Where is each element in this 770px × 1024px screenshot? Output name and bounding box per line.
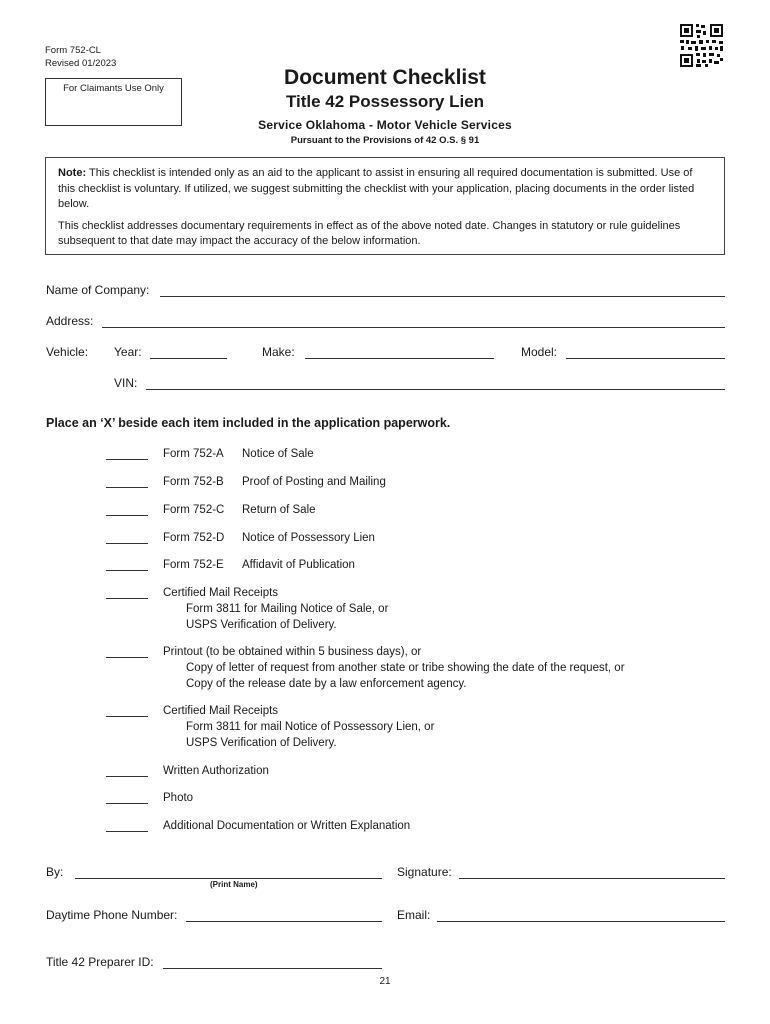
email-field[interactable] xyxy=(437,921,725,922)
signature-label: Signature: xyxy=(397,865,452,879)
item-line: Certified Mail Receipts xyxy=(163,705,279,717)
item-form-number: Form 752-D xyxy=(163,532,225,544)
checklist-item-certified-mail-lien xyxy=(163,703,434,751)
item-title: Notice of Possessory Lien xyxy=(242,532,375,544)
form-number: Form 752-CL xyxy=(45,45,101,56)
checkbox-line-certified-mail-sale[interactable] xyxy=(106,598,148,599)
page-number: 21 xyxy=(379,976,391,987)
checklist-item-752d xyxy=(163,530,375,546)
checklist-item-752e xyxy=(163,557,355,573)
item-form-number: Form 752-C xyxy=(163,504,225,516)
checklist-item-certified-mail-sale xyxy=(163,585,388,633)
checklist-item-written-authorization xyxy=(163,763,269,779)
address-label: Address: xyxy=(46,314,94,328)
checklist-item-752b xyxy=(163,474,386,490)
item-line: Written Authorization xyxy=(163,765,269,777)
year-label: Year: xyxy=(114,345,142,359)
company-field[interactable] xyxy=(160,296,725,297)
checkbox-line-printout[interactable] xyxy=(106,657,148,658)
item-subline: Copy of the release date by a law enforcement agency. xyxy=(186,678,467,690)
address-field[interactable] xyxy=(102,327,725,328)
item-line: Additional Documentation or Written Explanation xyxy=(163,820,411,832)
checklist-item-printout xyxy=(163,644,625,692)
claimants-box-label: For Claimants Use Only xyxy=(63,83,164,94)
model-label: Model: xyxy=(521,345,558,359)
revised-date: Revised 01/2023 xyxy=(45,58,117,69)
note-paragraph-1 xyxy=(58,166,712,213)
make-label: Make: xyxy=(262,345,295,359)
page-title: Document Checklist xyxy=(284,66,486,89)
checklist-instruction: Place an ‘X’ beside each item included in the application paperwork. xyxy=(46,416,451,430)
item-line: Certified Mail Receipts xyxy=(163,587,279,599)
statutory-authority: Pursuant to the Provisions of 42 O.S. § 91 xyxy=(290,135,480,146)
item-form-number: Form 752-A xyxy=(163,448,224,460)
make-field[interactable] xyxy=(305,358,494,359)
page-subtitle: Title 42 Possessory Lien xyxy=(285,92,485,111)
item-form-number: Form 752-E xyxy=(163,559,224,571)
print-name-field[interactable] xyxy=(75,878,382,879)
checklist-item-752c xyxy=(163,502,316,518)
by-label: By: xyxy=(46,865,64,879)
vin-label: VIN: xyxy=(114,376,138,390)
phone-field[interactable] xyxy=(186,921,382,922)
item-form-number: Form 752-B xyxy=(163,476,224,488)
signature-field[interactable] xyxy=(459,878,725,879)
note-text-1: This checklist is intended only as an aid to the applicant to assist in ensuring all required documentation is submitted. Use of this checklist is voluntary. If utilized, we suggest submitting the checklist with your application, placing documents in the order listed below. xyxy=(58,167,695,210)
checklist-item-photo xyxy=(163,790,193,806)
checklist-item-752a xyxy=(163,446,314,462)
checkbox-line-752a[interactable] xyxy=(106,459,148,460)
item-subline: Copy of letter of request from another state or tribe showing the date of the request, or xyxy=(186,662,625,674)
item-title: Return of Sale xyxy=(242,504,316,516)
company-label: Name of Company: xyxy=(46,283,150,297)
checkbox-line-752e[interactable] xyxy=(106,570,148,571)
email-label: Email: xyxy=(397,908,431,922)
checkbox-line-752b[interactable] xyxy=(106,487,148,488)
print-name-caption: (Print Name) xyxy=(210,880,258,889)
checkbox-line-photo[interactable] xyxy=(106,803,148,804)
checklist-item-additional-documentation xyxy=(163,818,410,834)
checkbox-line-certified-mail-lien[interactable] xyxy=(106,716,148,717)
item-subline: USPS Verification of Delivery. xyxy=(186,619,337,631)
vehicle-label: Vehicle: xyxy=(46,345,89,359)
item-line: Printout (to be obtained within 5 business days), or xyxy=(163,646,422,658)
item-subline: Form 3811 for Mailing Notice of Sale, or xyxy=(186,603,389,615)
checkbox-line-additional-documentation[interactable] xyxy=(106,831,148,832)
preparer-id-label: Title 42 Preparer ID: xyxy=(46,955,154,969)
note-label: Note: xyxy=(58,167,87,179)
item-subline: Form 3811 for mail Notice of Possessory Lien, or xyxy=(186,721,435,733)
item-subline: USPS Verification of Delivery. xyxy=(186,737,337,749)
agency-name: Service Oklahoma - Motor Vehicle Services xyxy=(258,118,512,132)
item-title: Proof of Posting and Mailing xyxy=(242,476,386,488)
vin-field[interactable] xyxy=(146,389,725,390)
year-field[interactable] xyxy=(150,358,227,359)
preparer-id-field[interactable] xyxy=(163,968,382,969)
phone-label: Daytime Phone Number: xyxy=(46,908,178,922)
checkbox-line-752d[interactable] xyxy=(106,543,148,544)
note-box xyxy=(45,157,725,255)
checkbox-line-752c[interactable] xyxy=(106,515,148,516)
checkbox-line-written-authorization[interactable] xyxy=(106,776,148,777)
item-title: Notice of Sale xyxy=(242,448,314,460)
model-field[interactable] xyxy=(566,358,725,359)
qr-code-icon xyxy=(679,23,724,68)
note-paragraph-2: This checklist addresses documentary requirements in effect as of the above noted date. Changes in statutory or rule guidelines subsequent to that date may impact the accuracy of the below information. xyxy=(58,219,681,247)
item-line: Photo xyxy=(163,792,194,804)
item-title: Affidavit of Publication xyxy=(242,559,355,571)
